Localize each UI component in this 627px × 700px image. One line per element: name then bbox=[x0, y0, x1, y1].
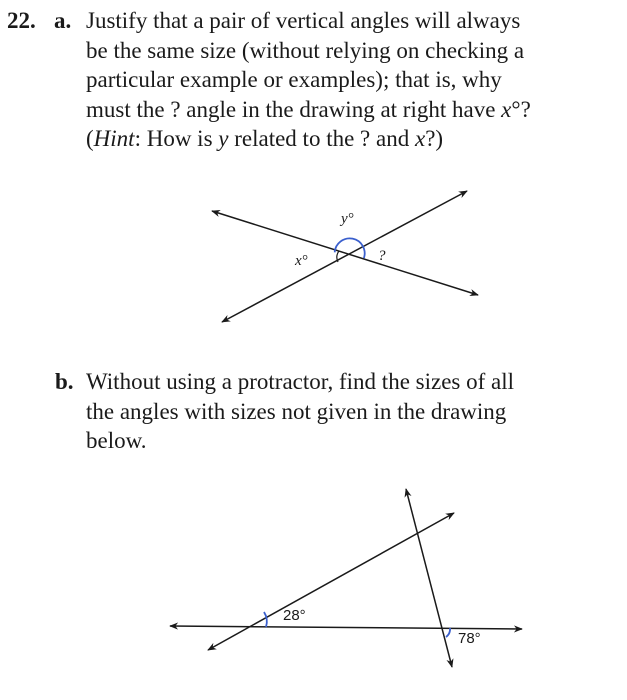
part-a-line-5-mid2: related to the ? and bbox=[228, 126, 415, 151]
angle-unknown-label: ? bbox=[378, 248, 386, 264]
part-a-line-3: particular example or examples); that is, why bbox=[86, 67, 502, 92]
part-a-line-5-open: ( bbox=[86, 126, 94, 151]
part-a-line-5-close: ?) bbox=[425, 126, 444, 151]
part-b-letter: b. bbox=[55, 369, 74, 394]
part-b-line-1: Without using a protractor, find the sizes of all bbox=[86, 369, 515, 394]
part-a-line-4-suffix: °? bbox=[511, 96, 531, 122]
part-b-line-3: below. bbox=[86, 428, 147, 453]
triangle-figure bbox=[170, 489, 522, 667]
angle-28-arc bbox=[264, 612, 267, 627]
figure-b-steep-line bbox=[406, 489, 452, 667]
part-a-letter: a. bbox=[54, 8, 72, 33]
angle-78-arc bbox=[446, 628, 450, 637]
part-b-line-2: the angles with sizes not given in the drawing bbox=[86, 398, 507, 424]
part-a-hint-word: Hint bbox=[93, 126, 135, 151]
part-a-line-5-var-x: x bbox=[414, 126, 426, 151]
angle-y-label: y° bbox=[341, 211, 354, 227]
vertical-angles-figure bbox=[212, 191, 478, 322]
part-a-line-5-mid: : How is bbox=[134, 126, 219, 151]
figure-b-horizontal-line bbox=[170, 626, 522, 629]
part-a-line-5-var-y: y bbox=[218, 126, 229, 151]
part-a-line-4-prefix: must the ? angle in the drawing at right have bbox=[86, 96, 502, 122]
angle-28-label: 28° bbox=[283, 607, 306, 624]
part-a-line-4-var: x bbox=[501, 96, 512, 122]
angle-x-label: x° bbox=[295, 253, 308, 269]
problem-number: 22. bbox=[7, 8, 36, 33]
part-a-line-1: Justify that a pair of vertical angles will always bbox=[86, 8, 521, 33]
angle-78-label: 78° bbox=[458, 630, 481, 647]
part-a-line-2: be the same size (without relying on checking a bbox=[86, 37, 525, 63]
